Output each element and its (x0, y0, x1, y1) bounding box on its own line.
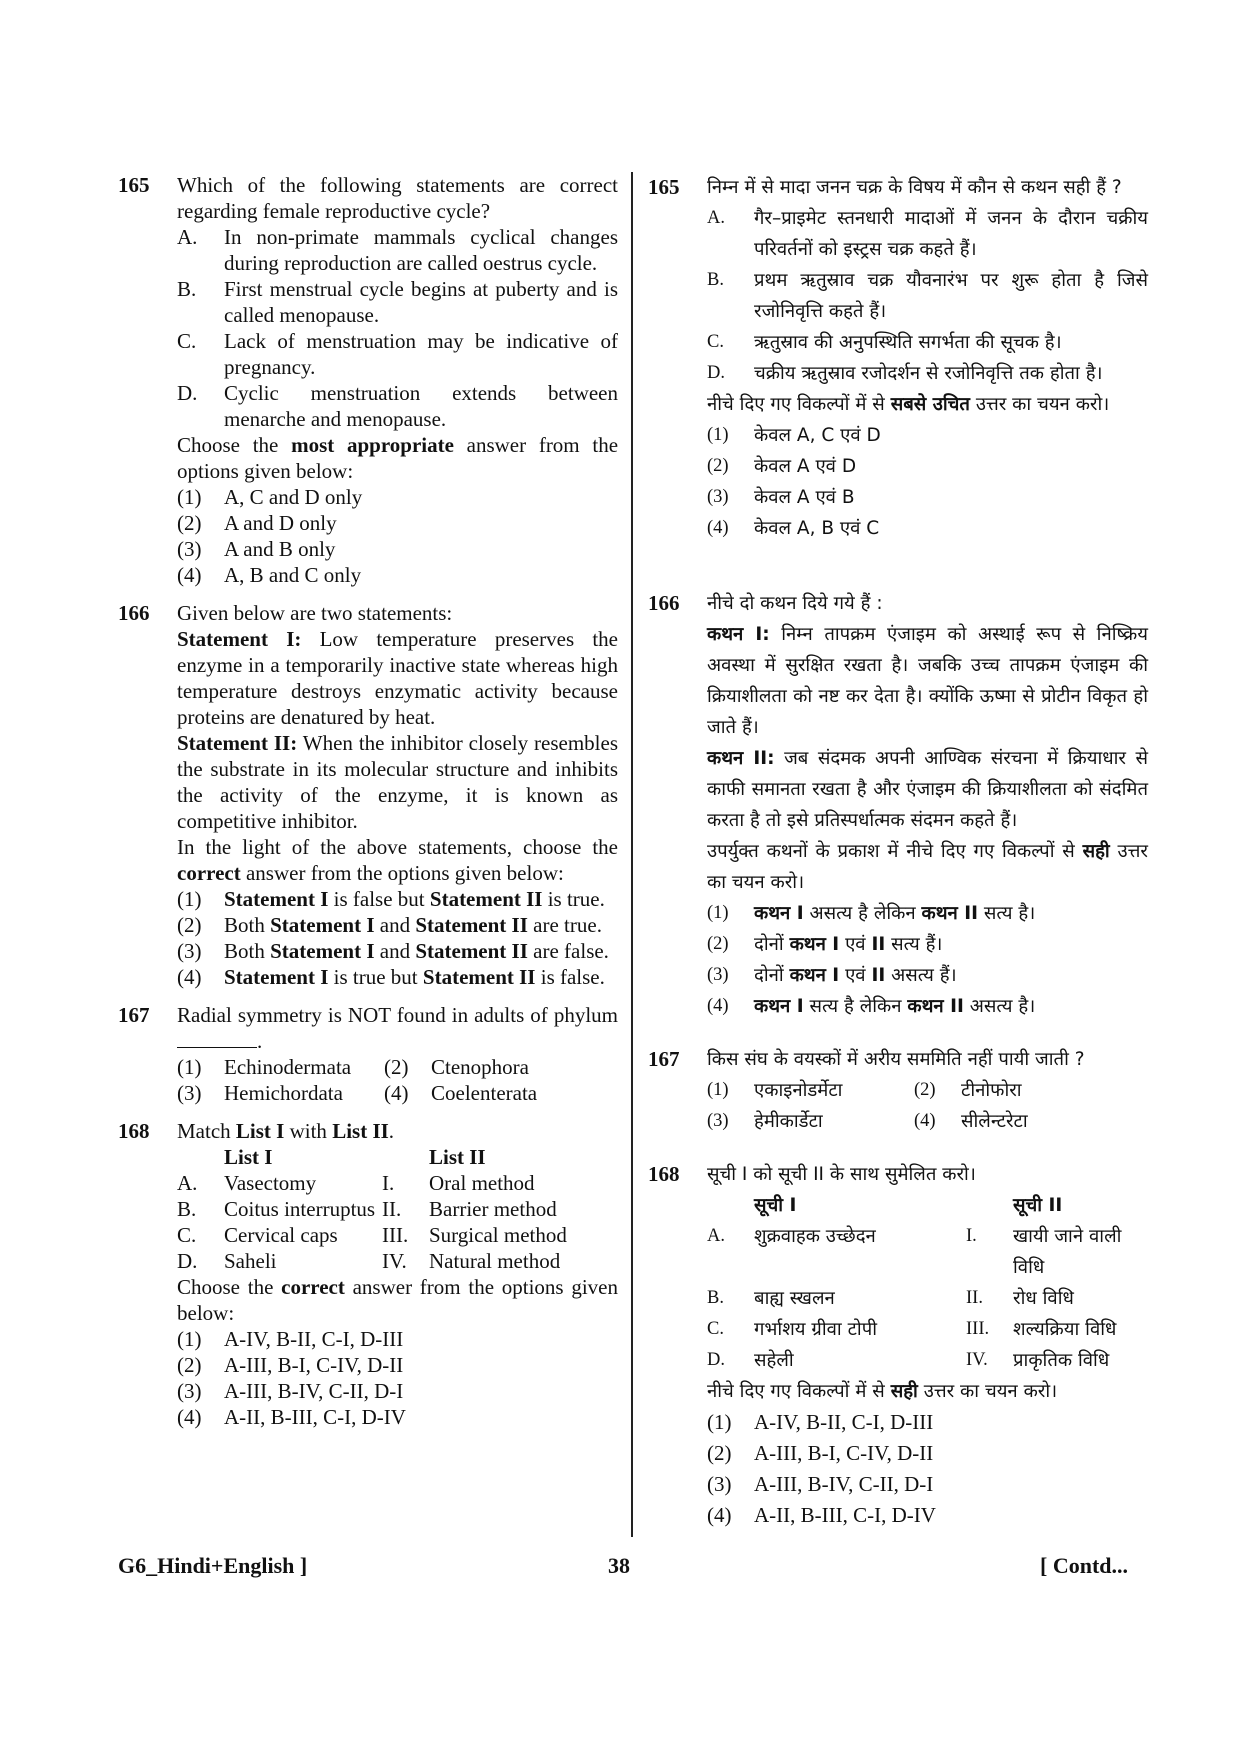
choose-instruction: Choose the most appropriate answer from the options given below: (177, 433, 619, 483)
statement-item: A. In non-primate mammals cyclical changes during reproduction are called oestrus cycle. (177, 225, 618, 275)
statement-two: Statement II: When the inhibitor closely resembles the substrate in its molecular structure and inhibits the activity of the enzyme, it is known as competitive inhibitor. (177, 731, 619, 833)
question-stem: नीचे दो कथन दिये गये हैं : (707, 593, 883, 614)
answer-option[interactable]: (4) केवल A, B एवं C (707, 518, 880, 539)
question-168-en (118, 1118, 618, 1430)
statement-one: Statement I: Low temperature preserves the enzyme in a temporarily inactive state whereas high temperature destroys enzymatic activity because proteins are denatured by heat. (177, 627, 619, 729)
answer-option[interactable]: (2) Ctenophora (384, 1055, 529, 1079)
answer-option[interactable]: (4) A-II, B-III, C-I, D-IV (707, 1503, 936, 1527)
answer-option[interactable]: (3) दोनों कथन I एवं II असत्य हैं। (707, 965, 957, 986)
question-number: 167 (648, 1047, 680, 1071)
answer-option[interactable]: (3) A and B only (177, 537, 336, 561)
match-table: सूची I सूची II A. शुक्रवाहक उच्छेदन I. खायी जाने वाली विधि B. बाह्य स्खलन II. रोध विधि C. गर्भाशय ग्रीवा टोपी III. शल्यक्रिया विधि D. सहेली IV. प्राकृतिक विधि (707, 1195, 1122, 1371)
answer-option[interactable]: (4) A, B and C only (177, 563, 362, 587)
question-stem: Radial symmetry is NOT found in adults of phylum . (177, 1003, 618, 1053)
match-table: List I List II A. Vasectomy I. Oral method B. Coitus interruptus II. Barrier method C. Cervical caps III. Surgical method D. Saheli IV. Natural method (177, 1145, 567, 1273)
answer-option[interactable]: (2) A-III, B-I, C-IV, D-II (707, 1441, 934, 1465)
question-number: 165 (118, 173, 150, 197)
answer-option[interactable]: (4) Coelenterata (384, 1081, 538, 1105)
answer-option[interactable]: (2) A and D only (177, 511, 337, 535)
question-166-hi (648, 588, 1148, 1022)
answer-option[interactable]: (2) टीनोफोरा (914, 1080, 1022, 1101)
page-number: 38 (608, 1553, 630, 1578)
choose-instruction: उपर्युक्त कथनों के प्रकाश में नीचे दिए गए विकल्पों से सही उत्तर का चयन करो। (707, 841, 1149, 893)
answer-option[interactable]: (3) केवल A एवं B (707, 487, 855, 508)
answer-option[interactable]: (2) दोनों कथन I एवं II सत्य हैं। (707, 934, 943, 955)
answer-option[interactable]: (3) हेमीकार्डेटा (707, 1111, 823, 1132)
answer-option[interactable]: (1) एकाइनोडर्मेटा (707, 1080, 843, 1101)
answer-option[interactable]: (1) कथन I असत्य है लेकिन कथन II सत्य है। (707, 903, 1036, 924)
list-one-header: List I (224, 1145, 273, 1169)
question-stem: किस संघ के वयस्कों में अरीय सममिति नहीं पायी जाती ? (707, 1049, 1085, 1070)
question-number: 166 (118, 601, 150, 625)
question-167-en (118, 1002, 618, 1106)
list-two-header: सूची II (1013, 1195, 1063, 1216)
question-168-hi (648, 1159, 1148, 1531)
question-167-hi (648, 1044, 1148, 1137)
footer-contd: [ Contd... (1040, 1553, 1129, 1578)
statement-item: B. प्रथम ऋतुस्राव चक्र यौवनारंभ पर शुरू होता है जिसे रजोनिवृत्ति कहते हैं। (707, 270, 1148, 322)
answer-option[interactable]: (1) Statement I is false but Statement II is true. (177, 887, 605, 911)
choose-instruction: Choose the correct answer from the options given below: (177, 1275, 618, 1325)
answer-option[interactable]: (4) A-II, B-III, C-I, D-IV (177, 1405, 406, 1429)
statement-item: A. गैर–प्राइमेट स्तनधारी मादाओं में जनन के दौरान चक्रीय परिवर्तनों को इस्ट्रस चक्र कहते हैं। (707, 208, 1148, 260)
question-165-hi (648, 172, 1148, 544)
statement-one: कथन I: निम्न तापक्रम एंजाइम को अस्थाई रूप से निष्क्रिय अवस्था में सुरक्षित रखता है। जबकि उच्च तापक्रम एंजाइम की क्रियाशीलता को नष्ट कर देता है। क्योंकि ऊष्मा से प्रोटीन विकृत हो जाते हैं। (707, 624, 1148, 738)
question-stem: सूची I को सूची II के साथ सुमेलित करो। (707, 1164, 976, 1185)
answer-option[interactable]: (4) कथन I सत्य है लेकिन कथन II असत्य है। (707, 996, 1036, 1017)
answer-option[interactable]: (1) A, C and D only (177, 485, 363, 509)
answer-option[interactable]: (1) A-IV, B-II, C-I, D-III (177, 1327, 404, 1351)
statement-item: D. चक्रीय ऋतुस्राव रजोदर्शन से रजोनिवृत्ति तक होता है। (707, 363, 1103, 384)
statement-item: B. First menstrual cycle begins at puberty and is called menopause. (177, 277, 618, 327)
answer-option[interactable]: (2) Both Statement I and Statement II are true. (177, 913, 602, 937)
choose-instruction: नीचे दिए गए विकल्पों में से सबसे उचित उत्तर का चयन करो। (707, 394, 1110, 415)
question-number: 168 (648, 1162, 680, 1186)
column-divider (631, 172, 633, 1537)
choose-instruction: In the light of the above statements, choose the correct answer from the options given below: (177, 835, 618, 885)
question-166-en (118, 600, 618, 990)
answer-option[interactable]: (4) सीलेन्टरेटा (914, 1111, 1028, 1132)
answer-option[interactable]: (3) Both Statement I and Statement II are false. (177, 939, 609, 963)
answer-blank (177, 1029, 257, 1048)
statement-item: D. Cyclic menstruation extends between menarche and menopause. (177, 381, 618, 431)
answer-option[interactable]: (1) केवल A, C एवं D (707, 425, 881, 446)
choose-instruction: नीचे दिए गए विकल्पों में से सही उत्तर का चयन करो। (707, 1381, 1058, 1402)
question-stem: Match List I with List II. (177, 1119, 395, 1143)
question-number: 168 (118, 1119, 150, 1143)
answer-option[interactable]: (2) केवल A एवं D (707, 456, 857, 477)
question-stem: Given below are two statements: (177, 601, 453, 625)
question-stem: Which of the following statements are correct regarding female reproductive cycle? (177, 173, 618, 223)
question-number: 166 (648, 591, 680, 615)
list-one-header: सूची I (754, 1195, 797, 1216)
list-two-header: List II (429, 1145, 486, 1169)
statement-item: C. ऋतुस्राव की अनुपस्थिति सगर्भता की सूचक है। (707, 332, 1062, 353)
statement-item: C. Lack of menstruation may be indicative of pregnancy. (177, 329, 618, 379)
hindi-column (648, 172, 1148, 1537)
english-column (118, 172, 618, 1436)
footer-booklet-code: G6_Hindi+English ] (118, 1553, 308, 1578)
answer-option[interactable]: (3) A-III, B-IV, C-II, D-I (707, 1472, 934, 1496)
question-165-en (118, 172, 618, 588)
question-number: 167 (118, 1003, 150, 1027)
answer-option[interactable]: (2) A-III, B-I, C-IV, D-II (177, 1353, 404, 1377)
answer-option[interactable]: (3) Hemichordata (177, 1081, 343, 1105)
answer-option[interactable]: (3) A-III, B-IV, C-II, D-I (177, 1379, 404, 1403)
answer-option[interactable]: (1) A-IV, B-II, C-I, D-III (707, 1410, 934, 1434)
answer-option[interactable]: (4) Statement I is true but Statement II is false. (177, 965, 605, 989)
answer-option[interactable]: (1) Echinodermata (177, 1055, 352, 1079)
question-stem: निम्न में से मादा जनन चक्र के विषय में कौन से कथन सही हैं ? (707, 177, 1122, 198)
statement-two: कथन II: जब संदमक अपनी आण्विक संरचना में क्रियाधार से काफी समानता रखता है और एंजाइम की क्रियाशीलता को संदमित करता है तो इसे प्रतिस्पर्धात्मक संदमन कहते हैं। (707, 748, 1148, 831)
question-number: 165 (648, 175, 680, 199)
